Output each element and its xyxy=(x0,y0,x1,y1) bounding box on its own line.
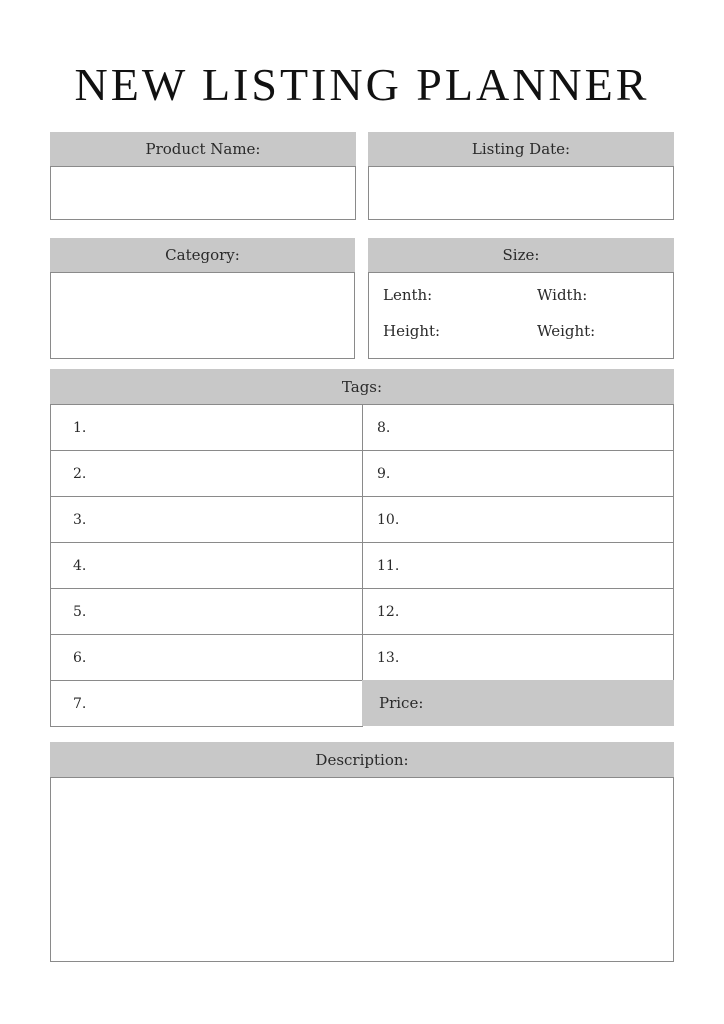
weight-label: Weight: xyxy=(537,322,596,340)
tag-number: 8. xyxy=(377,419,391,436)
tag-number: 3. xyxy=(73,511,87,528)
tag-row-right[interactable] xyxy=(362,496,674,543)
price-cell[interactable] xyxy=(362,680,674,726)
price-label: Price: xyxy=(379,694,424,712)
tag-number: 10. xyxy=(377,511,400,528)
description-field[interactable] xyxy=(50,777,674,962)
tag-number: 4. xyxy=(73,557,87,574)
tag-number: 2. xyxy=(73,465,87,482)
category-field[interactable] xyxy=(50,272,355,359)
size-header: Size: xyxy=(368,238,674,272)
product-name-header: Product Name: xyxy=(50,132,356,166)
length-label: Lenth: xyxy=(383,286,433,304)
listing-date-header: Listing Date: xyxy=(368,132,674,166)
tag-number: 5. xyxy=(73,603,87,620)
tag-row-right[interactable] xyxy=(362,634,674,681)
tag-row-left[interactable] xyxy=(50,542,363,589)
tag-row-right[interactable] xyxy=(362,542,674,589)
width-label: Width: xyxy=(537,286,588,304)
tag-number: 1. xyxy=(73,419,87,436)
tag-number: 9. xyxy=(377,465,391,482)
tag-row-left[interactable] xyxy=(50,634,363,681)
tag-row-left[interactable] xyxy=(50,404,363,451)
height-label: Height: xyxy=(383,322,441,340)
page-title: NEW LISTING PLANNER xyxy=(74,59,650,110)
tag-row-left[interactable] xyxy=(50,450,363,497)
listing-date-field[interactable] xyxy=(368,166,674,220)
tag-row-right[interactable] xyxy=(362,404,674,451)
tag-row-right[interactable] xyxy=(362,450,674,497)
tags-header: Tags: xyxy=(50,369,674,404)
product-name-field[interactable] xyxy=(50,166,356,220)
category-header: Category: xyxy=(50,238,355,272)
tag-number: 13. xyxy=(377,649,400,666)
tag-row-left[interactable] xyxy=(50,496,363,543)
tag-number: 12. xyxy=(377,603,400,620)
tag-row-right[interactable] xyxy=(362,588,674,635)
tag-row-left[interactable] xyxy=(50,588,363,635)
tag-number: 6. xyxy=(73,649,87,666)
tag-number: 7. xyxy=(73,695,87,712)
tag-row-left[interactable] xyxy=(50,680,363,727)
description-header: Description: xyxy=(50,742,674,777)
tag-number: 11. xyxy=(377,557,400,574)
